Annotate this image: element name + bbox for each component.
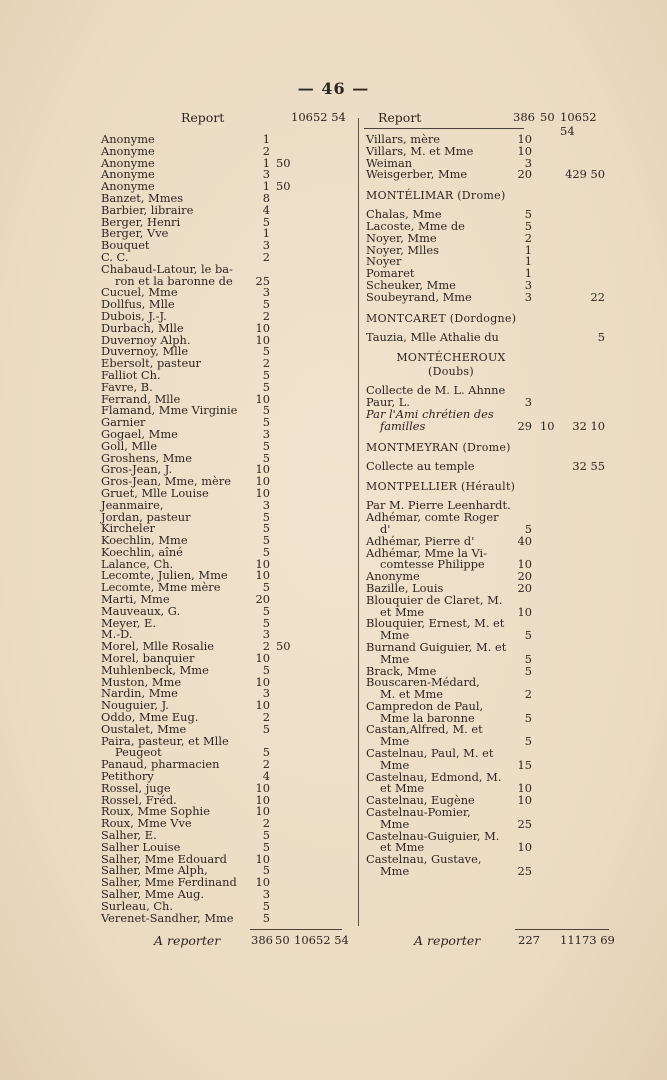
entry-name: Dollfus, Mlle [101,297,175,312]
entry-amount: 1 [524,254,532,269]
entry-name: Panaud, pharmacien [101,757,220,772]
entry-name: Salher, Mme Ferdinand [101,875,237,890]
entry-name: Paira, pasteur, et Mlle [101,733,229,748]
entry-amount: 2 [262,249,270,264]
entry-name: Surleau, Ch. [101,898,174,913]
entry-amount: 1 [262,155,270,170]
entry-name: Falliot Ch. [101,367,161,382]
entry-name: Castelnau-Pomier, [366,805,471,820]
left-header-value: 10652 54 [291,110,346,124]
entry-amount: 10 [517,793,532,808]
entry-amount: 5 [262,415,270,430]
list-item [366,458,608,473]
entry-amount: 2 [262,639,270,654]
entry-name: Nouguier, J. [101,698,169,713]
entry-amount: 10 [517,132,532,146]
entry-name: Mme la baronne [380,710,475,725]
right-header [366,108,608,138]
entry-amount: 10 [517,781,532,796]
entry-name: Salher, Mme Edouard [101,851,227,866]
entry-amount: 10 [255,875,270,890]
list-item [101,240,351,252]
entry-amount: 5 [262,533,270,548]
entry-amount: 10 [255,320,270,335]
entry-amount: 5 [524,734,532,749]
entry-name: Morel, banquier [101,651,195,666]
right-header-v2: 50 [540,110,555,124]
right-footer-rule [515,929,609,930]
entry-amount: 3 [262,627,270,642]
entry-amount: 5 [262,297,270,312]
entry-name: Gros-Jean, J. [101,462,173,477]
entry-amount: 3 [262,497,270,512]
entry-name: Castelnau-Guiguier, M. [366,828,500,843]
entry-name: Muston, Mme [101,674,182,689]
entry-amount: 5 [262,367,270,382]
entry-amount: 5 [262,603,270,618]
entry-name: Verenet-Sandher, Mme [101,910,234,925]
entry-amount: 10 [255,674,270,689]
entry-amount: 25 [255,273,270,288]
entry-name: Salher, E. [101,828,157,843]
left-header-label: Report [181,110,225,125]
entry-name: Oddo, Mme Eug. [101,710,199,725]
entry-name: Petithory [101,769,154,784]
page-number: — 46 — [297,79,370,98]
entry-name: Campredon de Paul, [366,698,484,713]
entry-name: Anonyme [101,155,155,170]
entry-amount: 5 [262,403,270,418]
entry-name: Dubois, J.-J. [101,308,167,323]
entry-amount: 5 [262,615,270,630]
entry-amount: 10 [517,604,532,619]
entry-amount: 5 [524,207,532,222]
entry-name: Gros-Jean, Mme, mère [101,474,231,489]
entry-amount: 20 [517,167,532,182]
left-footer-label: A reporter [154,933,221,948]
entry-name: Banzet, Mmes [101,190,184,205]
entry-name: Kircheler [101,521,155,536]
entry-name: Castelnau, Eugène [366,793,475,808]
entry-amount: 2 [524,230,532,245]
entry-name: M. et Mme [380,687,444,702]
entry-name: Castan,Alfred, M. et [366,722,483,737]
entry-cents: 50 [276,155,291,170]
entry-name: Salher, Mme Alph, [101,863,208,878]
entry-subtotal: 22 [590,289,605,304]
section-heading: MONTÉLIMAR (Drome) [366,189,506,203]
entry-amount: 10 [517,840,532,855]
list-item [366,866,608,878]
entry-amount: 10 [255,332,270,347]
entry-amount: 4 [262,202,270,217]
entry-amount: 2 [262,710,270,725]
entry-amount: 10 [255,698,270,713]
entry-amount: 20 [517,569,532,584]
entry-name: Garnier [101,415,146,430]
entry-name: Gogael, Mme [101,426,178,441]
entry-name: Brack, Mme [366,663,437,678]
entry-subtotal: 5 [597,329,605,344]
entry-name: Mme [380,816,410,831]
entry-subtotal: 32 10 [572,418,605,433]
entry-name: Noyer [366,254,402,269]
section-heading: MONTCARET (Dordogne) [366,311,517,325]
entry-name: Blouquier de Claret, M. [366,592,503,607]
right-footer-v3: 11173 69 [560,933,615,947]
left-header [101,108,351,124]
entry-amount: 3 [262,426,270,441]
entry-subtotal: 429 50 [565,167,605,182]
entry-amount: 5 [262,509,270,524]
entry-amount: 5 [262,898,270,913]
left-entries [101,134,351,924]
entry-subtotal: 32 55 [572,458,605,473]
entry-amount: 5 [262,544,270,559]
entry-name: Lacoste, Mme de [366,218,465,233]
column-divider [358,118,359,926]
entry-name: Par M. Pierre Leenhardt. [366,498,511,513]
entry-amount: 25 [517,864,532,879]
entry-amount: 3 [524,289,532,304]
entry-name: Collecte au temple [366,458,475,473]
entry-name: Mme [380,757,410,772]
entry-name: Roux, Mme Vve [101,816,192,831]
entry-amount: 5 [524,651,532,666]
right-header-rule [364,128,524,129]
entry-amount: 5 [262,521,270,536]
entry-name: ron et la baronne de [115,273,233,288]
section-heading: MONTÉCHEROUX [396,351,506,365]
entry-amount: 5 [262,910,270,925]
entry-amount: 5 [524,710,532,725]
entry-name: Anonyme [101,132,155,146]
entry-amount: 8 [262,190,270,205]
entry-name: Villars, M. et Mme [366,143,474,158]
entry-name: Chalas, Mme [366,207,442,222]
entry-name: Rossel, juge [101,780,171,795]
entry-name: Barbier, libraire [101,202,194,217]
entry-name: Blouquier, Ernest, M. et [366,616,505,631]
entry-amount: 25 [517,816,532,831]
entry-amount: 15 [517,757,532,772]
right-column [366,108,608,878]
right-header-v1: 386 [513,110,535,124]
entry-name: Meyer, E. [101,615,156,630]
entry-name: Mauveaux, G. [101,603,181,618]
section-heading: MONTPELLIER (Hérault) [366,480,516,494]
entry-amount: 5 [262,863,270,878]
entry-name: Flamand, Mme Virginie [101,403,238,418]
entry-name: Ebersolt, pasteur [101,356,201,371]
list-item [366,289,608,304]
entry-amount: 3 [524,155,532,170]
entry-name: d' [380,521,391,536]
entry-name: Mme [380,628,410,643]
entry-name: familles [380,418,426,433]
entry-name: Koechlin, aîné [101,544,183,559]
entry-amount: 3 [262,285,270,300]
entry-name: Oustalet, Mme [101,721,187,736]
entry-name: Salher, Mme Aug. [101,887,205,901]
list-item [101,615,351,630]
right-header-v3: 10652 54 [560,110,597,138]
entry-name: Par l'Ami chrétien des [366,406,494,421]
entry-amount: 5 [262,839,270,854]
entry-amount: 5 [524,218,532,233]
left-column [101,108,351,924]
entry-amount: 5 [262,580,270,595]
entry-amount: 5 [262,438,270,453]
entry-amount: 2 [262,308,270,323]
section-heading: (Doubs) [428,365,474,379]
entry-name: Noyer, Mme [366,230,437,245]
left-footer-rule [250,929,342,930]
entry-name: Cucuel, Mme [101,285,178,300]
left-footer-v3: 10652 54 [294,933,349,947]
entry-amount: 2 [524,687,532,702]
entry-name: et Mme [380,781,425,796]
entry-name: M.-D. [101,627,133,642]
entry-amount: 29 [517,418,532,433]
entry-name: Favre, B. [101,379,153,394]
entry-name: Mme [380,734,410,749]
entry-name: Peugeot [115,745,162,760]
list-item [366,418,608,433]
right-footer-label: A reporter [414,933,481,948]
entry-name: C. C. [101,249,129,264]
entry-name: Bouquet [101,238,150,253]
entry-name: Marti, Mme [101,592,170,607]
entry-name: Jeanmaire, [101,497,164,512]
entry-amount: 10 [255,780,270,795]
entry-amount: 10 [255,485,270,500]
entry-name: Weisgerber, Mme [366,167,468,182]
entry-amount: 5 [262,721,270,736]
left-footer-v1: 386 [251,933,273,947]
entry-name: Noyer, Mlles [366,242,439,257]
entry-cents: 50 [276,179,291,194]
entry-amount: 20 [255,592,270,607]
entry-amount: 10 [255,474,270,489]
entry-amount: 5 [262,828,270,843]
entry-amount: 5 [262,379,270,394]
right-entries [366,134,608,878]
entry-name: Adhémar, comte Roger [366,510,499,525]
entry-name: Duvernoy, Mlle [101,344,189,359]
list-item [101,910,351,925]
entry-name: Goll, Mlle [101,438,158,453]
entry-name: Chabaud-Latour, le ba- [101,261,233,276]
entry-name: Jordan, pasteur [101,509,191,524]
entry-amount: 10 [255,804,270,819]
entry-amount: 3 [262,238,270,253]
entry-name: Adhémar, Pierre d' [366,533,475,548]
entry-amount: 3 [262,686,270,701]
entry-name: Bazille, Louis [366,580,444,595]
entry-name: Mme [380,864,410,879]
entry-name: Anonyme [101,167,155,182]
entry-amount: 1 [524,266,532,281]
entry-name: Burnand Guiguier, M. et [366,639,507,654]
entry-name: Nardin, Mme [101,686,178,701]
entry-name: Salher Louise [101,839,181,854]
entry-name: Koechlin, Mme [101,533,188,548]
entry-amount: 20 [517,580,532,595]
list-item [366,329,608,344]
entry-amount: 5 [524,663,532,678]
list-item [366,242,608,257]
entry-amount: 3 [524,277,532,292]
entry-name: Lalance, Ch. [101,556,174,571]
left-footer-v2: 50 [275,933,290,947]
entry-amount: 40 [517,533,532,548]
entry-amount: 1 [262,132,270,146]
entry-name: Bouscaren-Médard, [366,675,480,690]
entry-name: Soubeyrand, Mme [366,289,472,304]
entry-name: Castelnau, Paul, M. et [366,746,494,761]
list-item [366,512,608,524]
entry-name: Berger, Henri [101,214,181,229]
right-footer-v1: 227 [518,933,540,947]
entry-amount: 2 [262,143,270,158]
entry-name: Anonyme [101,179,155,194]
entry-name: Scheuker, Mme [366,277,456,292]
entry-amount: 10 [255,556,270,571]
entry-amount: 10 [255,651,270,666]
entry-name: Durbach, Mlle [101,320,184,335]
entry-amount: 3 [262,887,270,901]
entry-name: Tauzia, Mlle Athalie du [366,329,499,344]
entry-name: Groshens, Mme [101,450,192,465]
entry-cents: 50 [276,639,291,654]
entry-amount: 2 [262,356,270,371]
entry-amount: 10 [255,792,270,807]
entry-name: Paur, L. [366,395,410,410]
entry-name: comtesse Philippe [380,557,485,572]
entry-name: Gruet, Mlle Louise [101,485,209,500]
entry-name: Lecomte, Mme mère [101,580,221,595]
entry-amount: 3 [262,167,270,182]
entry-name: Adhémar, Mme la Vi- [366,545,488,560]
entry-amount: 1 [262,179,270,194]
entry-amount: 10 [255,851,270,866]
entry-amount: 5 [262,662,270,677]
entry-name: Roux, Mme Sophie [101,804,210,819]
list-item [366,169,608,181]
entry-name: Villars, mère [366,132,441,146]
entry-amount: 10 [517,143,532,158]
entry-amount: 3 [524,395,532,410]
entry-amount: 10 [255,568,270,583]
entry-name: et Mme [380,840,425,855]
section-heading: MONTMEYRAN (Drome) [366,440,511,454]
entry-amount: 4 [262,769,270,784]
entry-cents: 10 [540,418,555,433]
entry-amount: 5 [262,450,270,465]
entry-name: Rossel, Fréd. [101,792,177,807]
entry-amount: 5 [262,344,270,359]
entry-name: Castelnau, Edmond, M. [366,769,502,784]
entry-name: Mme [380,651,410,666]
entry-name: et Mme [380,604,425,619]
entry-name: Berger, Vve [101,226,169,241]
entry-name: Castelnau, Gustave, [366,852,482,867]
entry-name: Ferrand, Mlle [101,391,181,406]
entry-name: Duvernoy Alph. [101,332,191,347]
entry-name: Pomaret [366,266,415,281]
right-header-label: Report [378,110,422,125]
entry-amount: 5 [524,628,532,643]
entry-amount: 10 [255,462,270,477]
entry-amount: 1 [262,226,270,241]
entry-amount: 5 [262,214,270,229]
entry-amount: 10 [517,557,532,572]
entry-name: Morel, Mlle Rosalie [101,639,214,654]
entry-name: Lecomte, Julien, Mme [101,568,228,583]
entry-name: Weiman [366,155,413,170]
entry-name: Muhlenbeck, Mme [101,662,209,677]
entry-amount: 5 [262,745,270,760]
entry-amount: 1 [524,242,532,257]
entry-amount: 5 [524,521,532,536]
entry-name: Anonyme [101,143,155,158]
entry-name: Anonyme [366,569,420,584]
entry-name: Collecte de M. L. Ahnne [366,383,506,398]
entry-amount: 2 [262,816,270,831]
entry-amount: 2 [262,757,270,772]
entry-amount: 10 [255,391,270,406]
